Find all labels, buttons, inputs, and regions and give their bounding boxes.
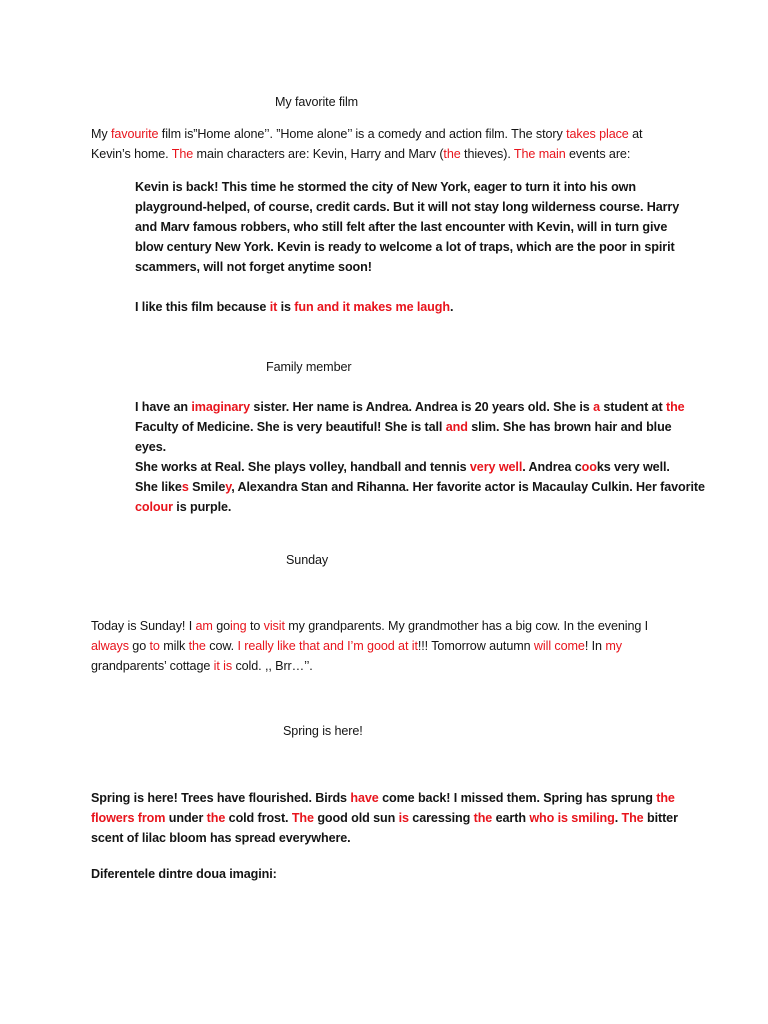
text-run: scent of lilac bloom has spread everywhere. (91, 831, 351, 845)
highlighted-text: The main (513, 147, 566, 161)
section-title: Spring is here! (283, 724, 363, 738)
text-line (91, 790, 675, 806)
text-run: under (165, 811, 207, 825)
highlighted-text: imaginary (191, 400, 251, 414)
text-run: My (91, 127, 111, 141)
text-run: She like (135, 480, 182, 494)
highlighted-text: favourite (111, 127, 159, 141)
text-line (135, 259, 372, 275)
text-run: thieves). (460, 147, 514, 161)
text-line (135, 179, 636, 195)
text-run: my grandparents. My grandmother has a big cow. In the evening I (284, 619, 649, 633)
text-line (91, 866, 277, 882)
highlighted-text: have (350, 791, 379, 805)
text-run: come back! I missed them. Spring has sprung (378, 791, 657, 805)
text-run: , Alexandra Stan and Rihanna. Her favorite actor is Macaulay Culkin. Her favorite (231, 480, 705, 494)
highlighted-text: my (605, 639, 622, 653)
highlighted-text: always (91, 639, 129, 653)
text-line (135, 299, 453, 315)
highlighted-text: the (665, 400, 685, 414)
highlighted-text: the (188, 639, 206, 653)
text-line (135, 219, 667, 235)
text-run: caressing (408, 811, 474, 825)
text-run: main characters are: Kevin, Harry and Marv ( (193, 147, 444, 161)
highlighted-text: a (593, 400, 600, 414)
text-run: sister. Her name is Andrea. Andrea is 20 years old. She is (250, 400, 594, 414)
highlighted-text: is (398, 811, 409, 825)
text-line (135, 439, 166, 455)
text-run: grandparents’ cottage (91, 659, 214, 673)
highlighted-text: the (656, 791, 675, 805)
text-run: at (628, 127, 643, 141)
text-run: cow. (205, 639, 238, 653)
highlighted-text: very well (469, 460, 523, 474)
highlighted-text: will come (533, 639, 585, 653)
text-run: student at (599, 400, 666, 414)
text-run: ks very well. (596, 460, 670, 474)
text-run: cold frost. (225, 811, 292, 825)
text-line (135, 199, 679, 215)
text-line (135, 499, 231, 515)
text-line (135, 459, 670, 475)
text-line (135, 479, 705, 495)
highlighted-text: am (195, 619, 213, 633)
highlighted-text: the (473, 811, 493, 825)
text-line (91, 126, 642, 142)
text-run: scammers, will not forget anytime soon! (135, 260, 372, 274)
text-run: film is”Home alone’’. ”Home alone’’ is a comedy and action film. The story (158, 127, 567, 141)
text-run: events are: (565, 147, 631, 161)
text-line (91, 658, 313, 674)
text-run: go (128, 639, 150, 653)
text-line (135, 239, 675, 255)
text-run: to (246, 619, 264, 633)
text-run: good old sun (313, 811, 399, 825)
text-run: earth (492, 811, 530, 825)
highlighted-text: I really like that and I’m good at it (237, 639, 418, 653)
highlighted-text: takes place (566, 127, 629, 141)
highlighted-text: flowers from (91, 811, 166, 825)
text-line (91, 618, 648, 634)
text-run: Faculty of Medicine. She is very beautiful! She is tall (135, 420, 446, 434)
text-run: Smile (188, 480, 226, 494)
text-line (135, 399, 685, 415)
text-line (91, 638, 622, 654)
text-run: is (277, 300, 295, 314)
text-run: Spring is here! Trees have flourished. Birds (91, 791, 351, 805)
highlighted-text: the (206, 811, 226, 825)
text-run: playground-helped, of course, credit cards. But it will not stay long wilderness course. Harry (135, 200, 680, 214)
highlighted-text: who is smiling (529, 811, 615, 825)
highlighted-text: The (171, 147, 194, 161)
text-run: and Marv famous robbers, who still felt after the last encounter with Kevin, will in turn give (135, 220, 668, 234)
section-title: My favorite film (275, 95, 359, 109)
text-run: She works at Real. She plays volley, handball and tennis (135, 460, 470, 474)
text-line (91, 146, 630, 162)
highlighted-text: it is (213, 659, 233, 673)
highlighted-text: ing (230, 619, 247, 633)
text-run: . (449, 300, 454, 314)
highlighted-text: to (149, 639, 160, 653)
text-run: . Andrea c (522, 460, 582, 474)
text-run: . (614, 811, 622, 825)
text-run: cold. ,, Brr…’’. (232, 659, 313, 673)
highlighted-text: visit (263, 619, 285, 633)
text-line (91, 810, 678, 826)
text-run: eyes. (135, 440, 167, 454)
highlighted-text: oo (581, 460, 597, 474)
text-run: !!! Tomorrow autumn (417, 639, 534, 653)
text-run: milk (159, 639, 189, 653)
text-run: Today is Sunday! I (91, 619, 196, 633)
text-run: is purple. (172, 500, 232, 514)
highlighted-text: colour (135, 500, 173, 514)
highlighted-text: y (225, 480, 232, 494)
text-run: go (212, 619, 231, 633)
text-run: slim. She has brown hair and blue (467, 420, 672, 434)
text-run: Kevin is back! This time he stormed the city of New York, eager to turn it into his own (135, 180, 636, 194)
text-run: I have an (135, 400, 192, 414)
text-run: bitter (643, 811, 678, 825)
text-run: I like this film because (135, 300, 270, 314)
section-title: Sunday (286, 553, 329, 567)
highlighted-text: s (181, 480, 189, 494)
text-line (135, 419, 672, 435)
highlighted-text: and (445, 420, 468, 434)
text-run: Kevin’s home. (91, 147, 172, 161)
text-run: ! In (584, 639, 606, 653)
text-run: Diferentele dintre doua imagini: (91, 867, 277, 881)
highlighted-text: the (443, 147, 461, 161)
highlighted-text: fun and it makes me laugh (294, 300, 450, 314)
section-title: Family member (266, 360, 352, 374)
text-line (91, 830, 351, 846)
highlighted-text: The (291, 811, 314, 825)
highlighted-text: The (621, 811, 644, 825)
highlighted-text: it (269, 300, 278, 314)
text-run: blow century New York. Kevin is ready to welcome a lot of traps, which are the poor in spirit (135, 240, 675, 254)
